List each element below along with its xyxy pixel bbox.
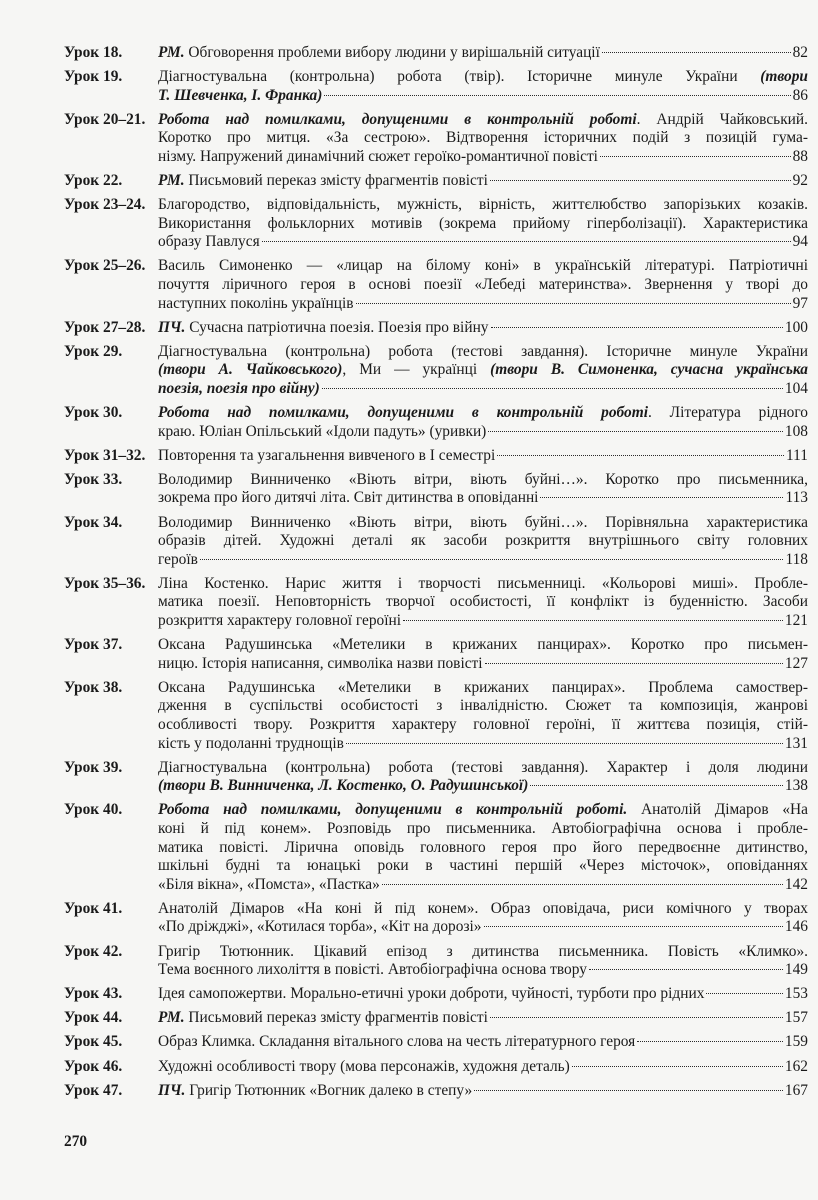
- text: . Андрій Чайковський.: [636, 110, 808, 128]
- description-line: [158, 876, 808, 895]
- page-ref: 167: [784, 1081, 808, 1099]
- text: . Література рідного: [647, 404, 808, 422]
- text: Благородство, відповідальність, мужність, вірність, життєлюбство запорізьких козаків.: [158, 196, 808, 214]
- text: Григір Тютюнник. Цікавий епізод з дитинства письменника. Повість «Климко».: [158, 942, 808, 960]
- text: кість у подоланні труднощів: [158, 734, 344, 752]
- description-line: [158, 148, 808, 167]
- description-line: [158, 44, 808, 63]
- lesson-description: [158, 679, 808, 753]
- description-line: [158, 820, 808, 839]
- description-line: [158, 777, 808, 796]
- lesson-description: [158, 943, 808, 980]
- lesson-description: [158, 257, 808, 313]
- toc-entry: [64, 44, 808, 63]
- lesson-number: Урок 43.: [64, 985, 123, 1003]
- dot-leader: [572, 1066, 783, 1067]
- lesson-description: [158, 319, 808, 338]
- text: наступних поколінь українців: [158, 294, 354, 312]
- description-line: [158, 172, 808, 191]
- description-line: [158, 514, 808, 533]
- description-line: [158, 697, 808, 716]
- description-line: [158, 380, 808, 399]
- page-ref: 127: [784, 654, 808, 672]
- text: Письмовий переказ змісту фрагментів повісті: [184, 172, 488, 190]
- dot-leader: [485, 663, 783, 664]
- toc-entry: [64, 1058, 808, 1077]
- toc-entry: [64, 679, 808, 753]
- lesson-number: Урок 23–24.: [64, 196, 146, 214]
- toc-entry: [64, 943, 808, 980]
- lesson-number: Урок 47.: [64, 1081, 123, 1099]
- dot-leader: [488, 431, 783, 432]
- page-number: 270: [64, 1133, 88, 1150]
- page-ref: 86: [792, 86, 808, 104]
- description-line: [158, 276, 808, 295]
- toc-entry: [64, 636, 808, 673]
- description-line: [158, 1058, 808, 1077]
- text: Діагностувальна (контрольна) робота (твір). Історичне минуле України: [158, 68, 761, 86]
- dot-leader: [497, 455, 784, 456]
- lesson-number: Урок 37.: [64, 636, 123, 654]
- page-ref: 138: [784, 777, 808, 795]
- text: нізму. Напружений динамічний сюжет героїко-романтичної повісті: [158, 147, 598, 165]
- lesson-number: Урок 22.: [64, 172, 123, 190]
- text: Володимир Винниченко «Віють вітри, віють буйні…». Коротко про письменника,: [158, 470, 808, 488]
- italic-text: РМ.: [158, 172, 185, 190]
- dot-leader: [706, 993, 783, 994]
- description-line: [158, 759, 808, 778]
- lesson-number: Урок 19.: [64, 68, 123, 86]
- lesson-number: Урок 35–36.: [64, 574, 146, 592]
- description-line: [158, 361, 808, 380]
- text: Діагностувальна (контрольна) робота (тестові завдання). Характер і доля людини: [158, 758, 808, 776]
- text: , Ми — українці: [342, 361, 491, 379]
- text: краю. Юліан Опільський «Ідоли падуть» (уривки): [158, 422, 487, 440]
- description-line: [158, 233, 808, 252]
- lesson-number: Урок 41.: [64, 899, 123, 917]
- dot-leader: [530, 785, 783, 786]
- text: Володимир Винниченко «Віють вітри, віють буйні…». Порівняльна характеристика: [158, 513, 808, 531]
- italic-text: (твори В. Симоненка, сучасна українська: [490, 361, 808, 379]
- text: Анатолій Дімаров «На: [627, 801, 808, 819]
- dot-leader: [490, 1017, 783, 1018]
- lesson-description: [158, 447, 808, 466]
- lesson-description: [158, 575, 808, 631]
- toc-entry: [64, 68, 808, 105]
- page-ref: 131: [784, 734, 808, 752]
- page-ref: 100: [784, 318, 808, 336]
- page-ref: 104: [784, 380, 808, 397]
- toc-entry: [64, 759, 808, 796]
- text: розкриття характеру головної героїні: [158, 612, 402, 630]
- text: Повторення та узагальнення вивченого в I семестрі: [158, 446, 496, 464]
- lesson-number: Урок 25–26.: [64, 257, 146, 275]
- italic-text: РМ.: [158, 44, 185, 61]
- text: матика поезії. Неповторність творчої особистості, її конфлікт із буденністю. Засоби: [158, 593, 808, 611]
- description-line: [158, 857, 808, 876]
- description-line: [158, 68, 808, 87]
- page-ref: 82: [792, 44, 808, 61]
- page-ref: 108: [784, 422, 808, 440]
- dot-leader: [322, 388, 783, 389]
- lesson-number: Урок 42.: [64, 942, 123, 960]
- toc-entry: [64, 985, 808, 1004]
- toc-entry: [64, 514, 808, 570]
- dot-leader: [403, 620, 783, 621]
- dot-leader: [589, 969, 783, 970]
- page-ref: 159: [784, 1033, 808, 1051]
- lesson-description: [158, 44, 808, 63]
- lesson-description: [158, 1033, 808, 1052]
- description-line: [158, 87, 808, 106]
- text: шкільні будні та юнацькі роки в частині першій «Через місточок», оповіданнях: [158, 857, 808, 875]
- description-line: [158, 129, 808, 148]
- lesson-description: [158, 900, 808, 937]
- lesson-number: Урок 38.: [64, 678, 123, 696]
- lesson-description: [158, 111, 808, 167]
- description-line: [158, 839, 808, 858]
- italic-text: РМ.: [158, 1009, 185, 1027]
- text: особливості твору. Розкриття характеру головної героїні, її життєва позиція, стій-: [158, 716, 808, 733]
- italic-text: Робота над помилками, допущеними в контрольній роботі.: [158, 801, 628, 819]
- lesson-description: [158, 1009, 808, 1028]
- description-line: [158, 961, 808, 980]
- toc-entry: [64, 471, 808, 508]
- page-ref: 111: [786, 446, 808, 464]
- toc-entry: [64, 111, 808, 167]
- italic-text: (твори: [760, 68, 808, 86]
- text: почуття ліричного героя в основі поезії «Лебеді материнства». Звернення у творі до: [158, 276, 808, 294]
- italic-text: ПЧ.: [158, 1081, 186, 1099]
- description-line: [158, 679, 808, 698]
- toc-entry: [64, 1009, 808, 1028]
- lesson-description: [158, 759, 808, 796]
- dot-leader: [262, 241, 791, 242]
- dot-leader: [540, 497, 783, 498]
- description-line: [158, 111, 808, 130]
- page-ref: 149: [784, 961, 808, 979]
- description-line: [158, 801, 808, 820]
- page-ref: 146: [784, 918, 808, 936]
- lesson-description: [158, 68, 808, 105]
- lesson-number: Урок 27–28.: [64, 318, 146, 336]
- text: «По дріжджі», «Котилася торба», «Кіт на дорозі»: [158, 918, 482, 936]
- toc-entry: [64, 1082, 808, 1101]
- description-line: [158, 735, 808, 754]
- text: дження в суспільстві особистості з інвалідністю. Сюжет та композиція, жанрові: [158, 697, 808, 715]
- lesson-description: [158, 636, 808, 673]
- description-line: [158, 900, 808, 919]
- text: Тема воєнного лихоліття в повісті. Автобіографічна основа твору: [158, 961, 587, 979]
- toc-entry: [64, 343, 808, 399]
- dot-leader: [491, 327, 783, 328]
- lesson-number: Урок 46.: [64, 1057, 123, 1075]
- dot-leader: [200, 559, 784, 560]
- dot-leader: [484, 926, 783, 927]
- toc-entry: [64, 404, 808, 441]
- dot-leader: [490, 180, 791, 181]
- lesson-number: Урок 45.: [64, 1033, 123, 1051]
- toc-entry: [64, 257, 808, 313]
- description-line: [158, 215, 808, 234]
- lesson-description: [158, 1058, 808, 1077]
- text: Коротко про митця. «За сестрою». Відтворення історичних подій з позицій гума-: [158, 129, 808, 147]
- lesson-description: [158, 471, 808, 508]
- lesson-description: [158, 343, 808, 399]
- lesson-number: Урок 18.: [64, 44, 123, 61]
- italic-text: Т. Шевченка, І. Франка): [158, 86, 323, 104]
- italic-text: Робота над помилками, допущеними в контрольній роботі: [158, 404, 648, 422]
- toc-entry: [64, 447, 808, 466]
- text: Діагностувальна (контрольна) робота (тестові завдання). Історичне минуле України: [158, 342, 808, 360]
- italic-text: (твори А. Чайковського): [158, 361, 343, 379]
- description-line: [158, 1082, 808, 1101]
- lesson-number: Урок 31–32.: [64, 446, 146, 464]
- lesson-number: Урок 40.: [64, 801, 123, 819]
- toc-entry: [64, 319, 808, 338]
- lesson-description: [158, 1082, 808, 1101]
- description-line: [158, 575, 808, 594]
- description-line: [158, 985, 808, 1004]
- text: ницю. Історія написання, символіка назви повісті: [158, 654, 483, 672]
- text: «Біля вікна», «Помста», «Пастка»: [158, 875, 380, 893]
- lesson-description: [158, 514, 808, 570]
- text: Використання фольклорних мотивів (зокрема прийому гіперболізації). Характеристика: [158, 214, 808, 232]
- description-line: [158, 257, 808, 276]
- text: Обговорення проблеми вибору людини у вирішальній ситуації: [184, 44, 600, 61]
- description-line: [158, 655, 808, 674]
- dot-leader: [600, 156, 791, 157]
- page-ref: 113: [785, 489, 808, 507]
- text: Василь Симоненко — «лицар на білому коні» в українській літературі. Патріотичні: [158, 257, 808, 275]
- description-line: [158, 319, 808, 338]
- lesson-number: Урок 39.: [64, 758, 123, 776]
- page-ref: 162: [784, 1057, 808, 1075]
- description-line: [158, 404, 808, 423]
- page-ref: 97: [792, 294, 808, 312]
- description-line: [158, 1009, 808, 1028]
- text: Художні особливості твору (мова персонажів, художня деталь): [158, 1057, 570, 1075]
- text: образів дітей. Художні деталі як засоби розкриття внутрішнього світу головних: [158, 532, 808, 550]
- toc-entry: [64, 1033, 808, 1052]
- toc-entry: [64, 900, 808, 937]
- lesson-number: Урок 34.: [64, 513, 123, 531]
- text: коні й під конем». Розповідь про письменника. Автобіографічна основа і пробле-: [158, 819, 808, 837]
- dot-leader: [346, 743, 783, 744]
- text: Оксана Радушинська «Метелики в крижаних панцирах». Проблема самоствер-: [158, 678, 808, 696]
- text: Ліна Костенко. Нарис життя і творчості письменниці. «Кольорові миші». Пробле-: [158, 574, 808, 592]
- page-ref: 92: [792, 172, 808, 190]
- description-line: [158, 343, 808, 362]
- dot-leader: [382, 884, 783, 885]
- lesson-number: Урок 44.: [64, 1009, 123, 1027]
- text: Сучасна патріотична поезія. Поезія про війну: [185, 318, 489, 336]
- dot-leader: [602, 52, 791, 53]
- description-line: [158, 593, 808, 612]
- page-ref: 88: [792, 147, 808, 165]
- description-line: [158, 943, 808, 962]
- table-of-contents: [64, 44, 808, 1106]
- page-ref: 153: [784, 985, 808, 1003]
- lesson-description: [158, 172, 808, 191]
- description-line: [158, 551, 808, 570]
- description-line: [158, 423, 808, 442]
- lesson-number: Урок 33.: [64, 470, 123, 488]
- text: образу Павлуся: [158, 233, 260, 251]
- text: Оксана Радушинська «Метелики в крижаних панцирах». Коротко про письмен-: [158, 636, 808, 654]
- page-ref: 157: [784, 1009, 808, 1027]
- text: Ідея самопожертви. Морально-етичні уроки доброти, чуйності, турботи про рідних: [158, 985, 705, 1003]
- italic-text: (твори В. Винниченка, Л. Костенко, О. Радушинської): [158, 777, 529, 795]
- text: Анатолій Дімаров «На коні й під конем». Образ оповідача, риси комічного у творах: [158, 899, 808, 917]
- text: матика повісті. Лірична оповідь головного героя про його передвоєнне дитинство,: [158, 838, 808, 856]
- lesson-number: Урок 29.: [64, 342, 123, 360]
- lesson-number: Урок 20–21.: [64, 110, 146, 128]
- toc-entry: [64, 801, 808, 894]
- text: Григір Тютюнник «Вогник далеко в степу»: [185, 1081, 473, 1099]
- description-line: [158, 716, 808, 735]
- italic-text: Робота над помилками, допущеними в контрольній роботі: [158, 110, 637, 128]
- lesson-description: [158, 801, 808, 894]
- dot-leader: [324, 95, 790, 96]
- italic-text: ПЧ.: [158, 318, 186, 336]
- description-line: [158, 471, 808, 490]
- text: Образ Климка. Складання вітального слова на честь літературного героя: [158, 1033, 636, 1051]
- dot-leader: [474, 1090, 783, 1091]
- page-ref: 118: [785, 550, 808, 568]
- lesson-description: [158, 196, 808, 252]
- description-line: [158, 1033, 808, 1052]
- italic-text: поезія, поезія про війну): [158, 380, 320, 397]
- dot-leader: [637, 1041, 783, 1042]
- description-line: [158, 918, 808, 937]
- description-line: [158, 489, 808, 508]
- lesson-number: Урок 30.: [64, 404, 123, 422]
- description-line: [158, 295, 808, 314]
- text: зокрема про його дитячі літа. Світ дитинства в оповіданні: [158, 489, 539, 507]
- lesson-description: [158, 404, 808, 441]
- page-ref: 142: [784, 875, 808, 893]
- description-line: [158, 447, 808, 466]
- page-ref: 94: [792, 233, 808, 251]
- text: героїв: [158, 550, 198, 568]
- text: Письмовий переказ змісту фрагментів повісті: [184, 1009, 488, 1027]
- description-line: [158, 532, 808, 551]
- description-line: [158, 196, 808, 215]
- lesson-description: [158, 985, 808, 1004]
- toc-entry: [64, 172, 808, 191]
- dot-leader: [356, 303, 791, 304]
- toc-entry: [64, 196, 808, 252]
- description-line: [158, 636, 808, 655]
- page-ref: 121: [784, 612, 808, 630]
- description-line: [158, 612, 808, 631]
- toc-entry: [64, 575, 808, 631]
